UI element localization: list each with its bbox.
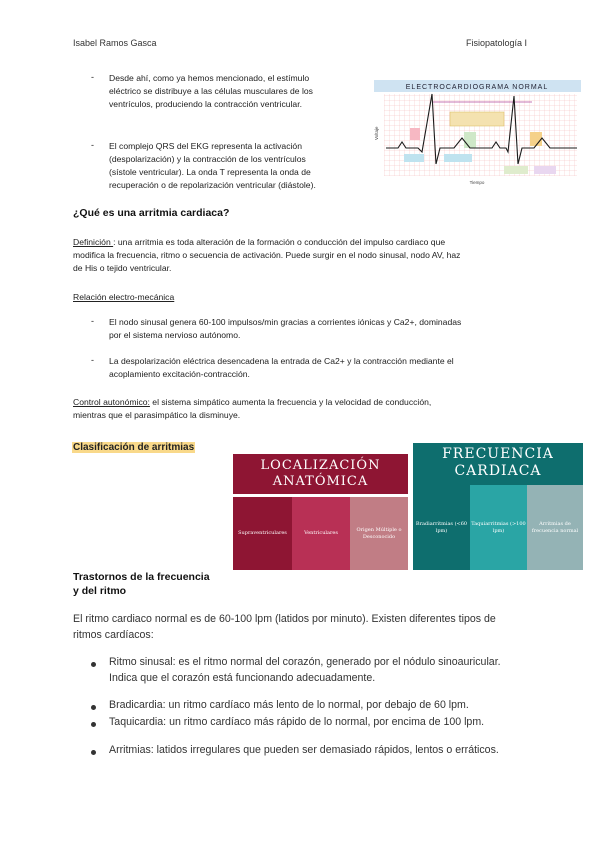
definition-line: de His o tejido ventricular.	[73, 263, 172, 273]
definition-text: : una arritmia es toda alteración de la formación o conducción del impulso cardiaco que	[113, 237, 446, 247]
dash-marker: -	[91, 140, 94, 150]
ecg-title: ELECTROCARDIOGRAMA NORMAL	[405, 84, 549, 91]
list-item	[109, 72, 313, 111]
bullet-dot	[91, 662, 96, 667]
list-item-line: recuperación o de repolarización ventricular (diástole).	[109, 180, 316, 190]
dash-marker: -	[91, 72, 94, 82]
list-item-line: La despolarización eléctrica desencadena la entrada de Ca2+ y la contracción mediante el	[109, 356, 454, 366]
intro-line: ritmos cardíacos:	[73, 628, 154, 641]
list-item-line: Desde ahí, como ya hemos mencionado, el estímulo	[109, 73, 310, 83]
definition-paragraph	[73, 236, 460, 275]
autonomic-term: Control autonómico:	[73, 397, 150, 407]
section-title-line: y del ritmo	[73, 585, 127, 597]
section-title-line: Trastornos de la frecuencia	[73, 571, 210, 583]
banner-cell: Origen Múltiple o Desconocido	[350, 497, 408, 570]
classification-heading	[72, 437, 195, 455]
ecg-ylabel: Voltaje	[374, 126, 379, 140]
dash-marker: -	[91, 355, 94, 365]
list-item-line: El complejo QRS del EKG representa la activación	[109, 141, 302, 151]
list-item	[109, 655, 501, 686]
definition-line: modifica la frecuencia, ritmo o secuencia de activación. Puede surgir en el nodo sinusal, nodo AV, haz	[73, 250, 461, 260]
banner-cell: Arritmias de frecuencia normal	[527, 485, 583, 570]
list-item	[109, 140, 316, 192]
bullet-dot	[91, 722, 96, 727]
header-author: Isabel Ramos Gasca	[73, 38, 157, 48]
definition-term: Definición	[73, 237, 114, 247]
autonomic-paragraph	[73, 396, 431, 422]
list-item-line: (sístole ventricular). La onda T representa la onda de	[109, 167, 311, 177]
header-subject: Fisiopatología I	[466, 38, 528, 48]
banner-cell: Bradiarritmias (<60 lpm)	[413, 485, 470, 570]
list-item: Bradicardia: un ritmo cardíaco más lento de lo normal, por debajo de 60 lpm.	[109, 699, 469, 711]
list-item-line: El nodo sinusal genera 60-100 impulsos/min gracias a corrientes iónicas y Ca2+, dominadas	[109, 317, 462, 327]
list-item	[109, 355, 454, 381]
section-title-arrhythmia: ¿Qué es una arritmia cardiaca?	[73, 207, 230, 219]
banner-anatomical	[233, 454, 408, 570]
banner-anatomical-title: LOCALIZACIÓN	[260, 458, 381, 473]
list-item-line: acoplamiento excitación-contracción.	[109, 369, 250, 379]
section-title-rhythm	[73, 570, 210, 598]
list-item: Arritmias: latidos irregulares que pueden ser demasiado rápidos, lentos o erráticos.	[109, 744, 499, 756]
autonomic-line: mientras que el parasimpático la disminuye.	[73, 410, 241, 420]
classification-title: Clasificación de arritmias	[73, 442, 195, 453]
autonomic-text: el sistema simpático aumenta la frecuencia y la velocidad de conducción,	[149, 397, 432, 407]
list-item-line: ventrículos, produciendo la contracción ventricular.	[109, 99, 302, 109]
ecg-xlabel: Tiempo	[469, 180, 485, 185]
banner-frequency-title: CARDIACA	[454, 463, 542, 479]
bullet-dot	[91, 750, 96, 755]
banner-cell: Taquiarritmias (>100 lpm)	[470, 485, 527, 570]
list-item-line: Indica que el corazón está funcionando adecuadamente.	[109, 671, 376, 684]
banner-cell: Ventriculares	[292, 497, 350, 570]
list-item-line: por el sistema nervioso autónomo.	[109, 330, 241, 340]
dash-marker: -	[91, 316, 94, 326]
list-item-line: Ritmo sinusal: es el ritmo normal del corazón, generado por el nódulo sinoauricular.	[109, 656, 501, 668]
list-item-line: (despolarización) y la contracción de los ventrículos	[109, 154, 306, 164]
list-item	[109, 316, 461, 342]
list-item-line: eléctrico se distribuye a las células musculares de los	[109, 86, 313, 96]
banner-frequency-title: FRECUENCIA	[442, 446, 554, 462]
intro-paragraph	[73, 612, 496, 643]
banner-frequency	[413, 443, 583, 570]
banner-anatomical-header	[233, 454, 408, 494]
banner-cell: Supraventriculares	[233, 497, 292, 570]
banner-anatomical-title: ANATÓMICA	[272, 474, 369, 489]
banner-frequency-header	[413, 443, 583, 485]
list-item: Taquicardia: un ritmo cardíaco más rápido de lo normal, por encima de 100 lpm.	[109, 716, 485, 728]
ecg-figure	[374, 80, 581, 187]
intro-line: El ritmo cardiaco normal es de 60-100 lpm (latidos por minuto). Existen diferentes tipos de	[73, 613, 496, 625]
relation-heading: Relación electro-mecánica	[73, 292, 175, 302]
bullet-dot	[91, 705, 96, 710]
